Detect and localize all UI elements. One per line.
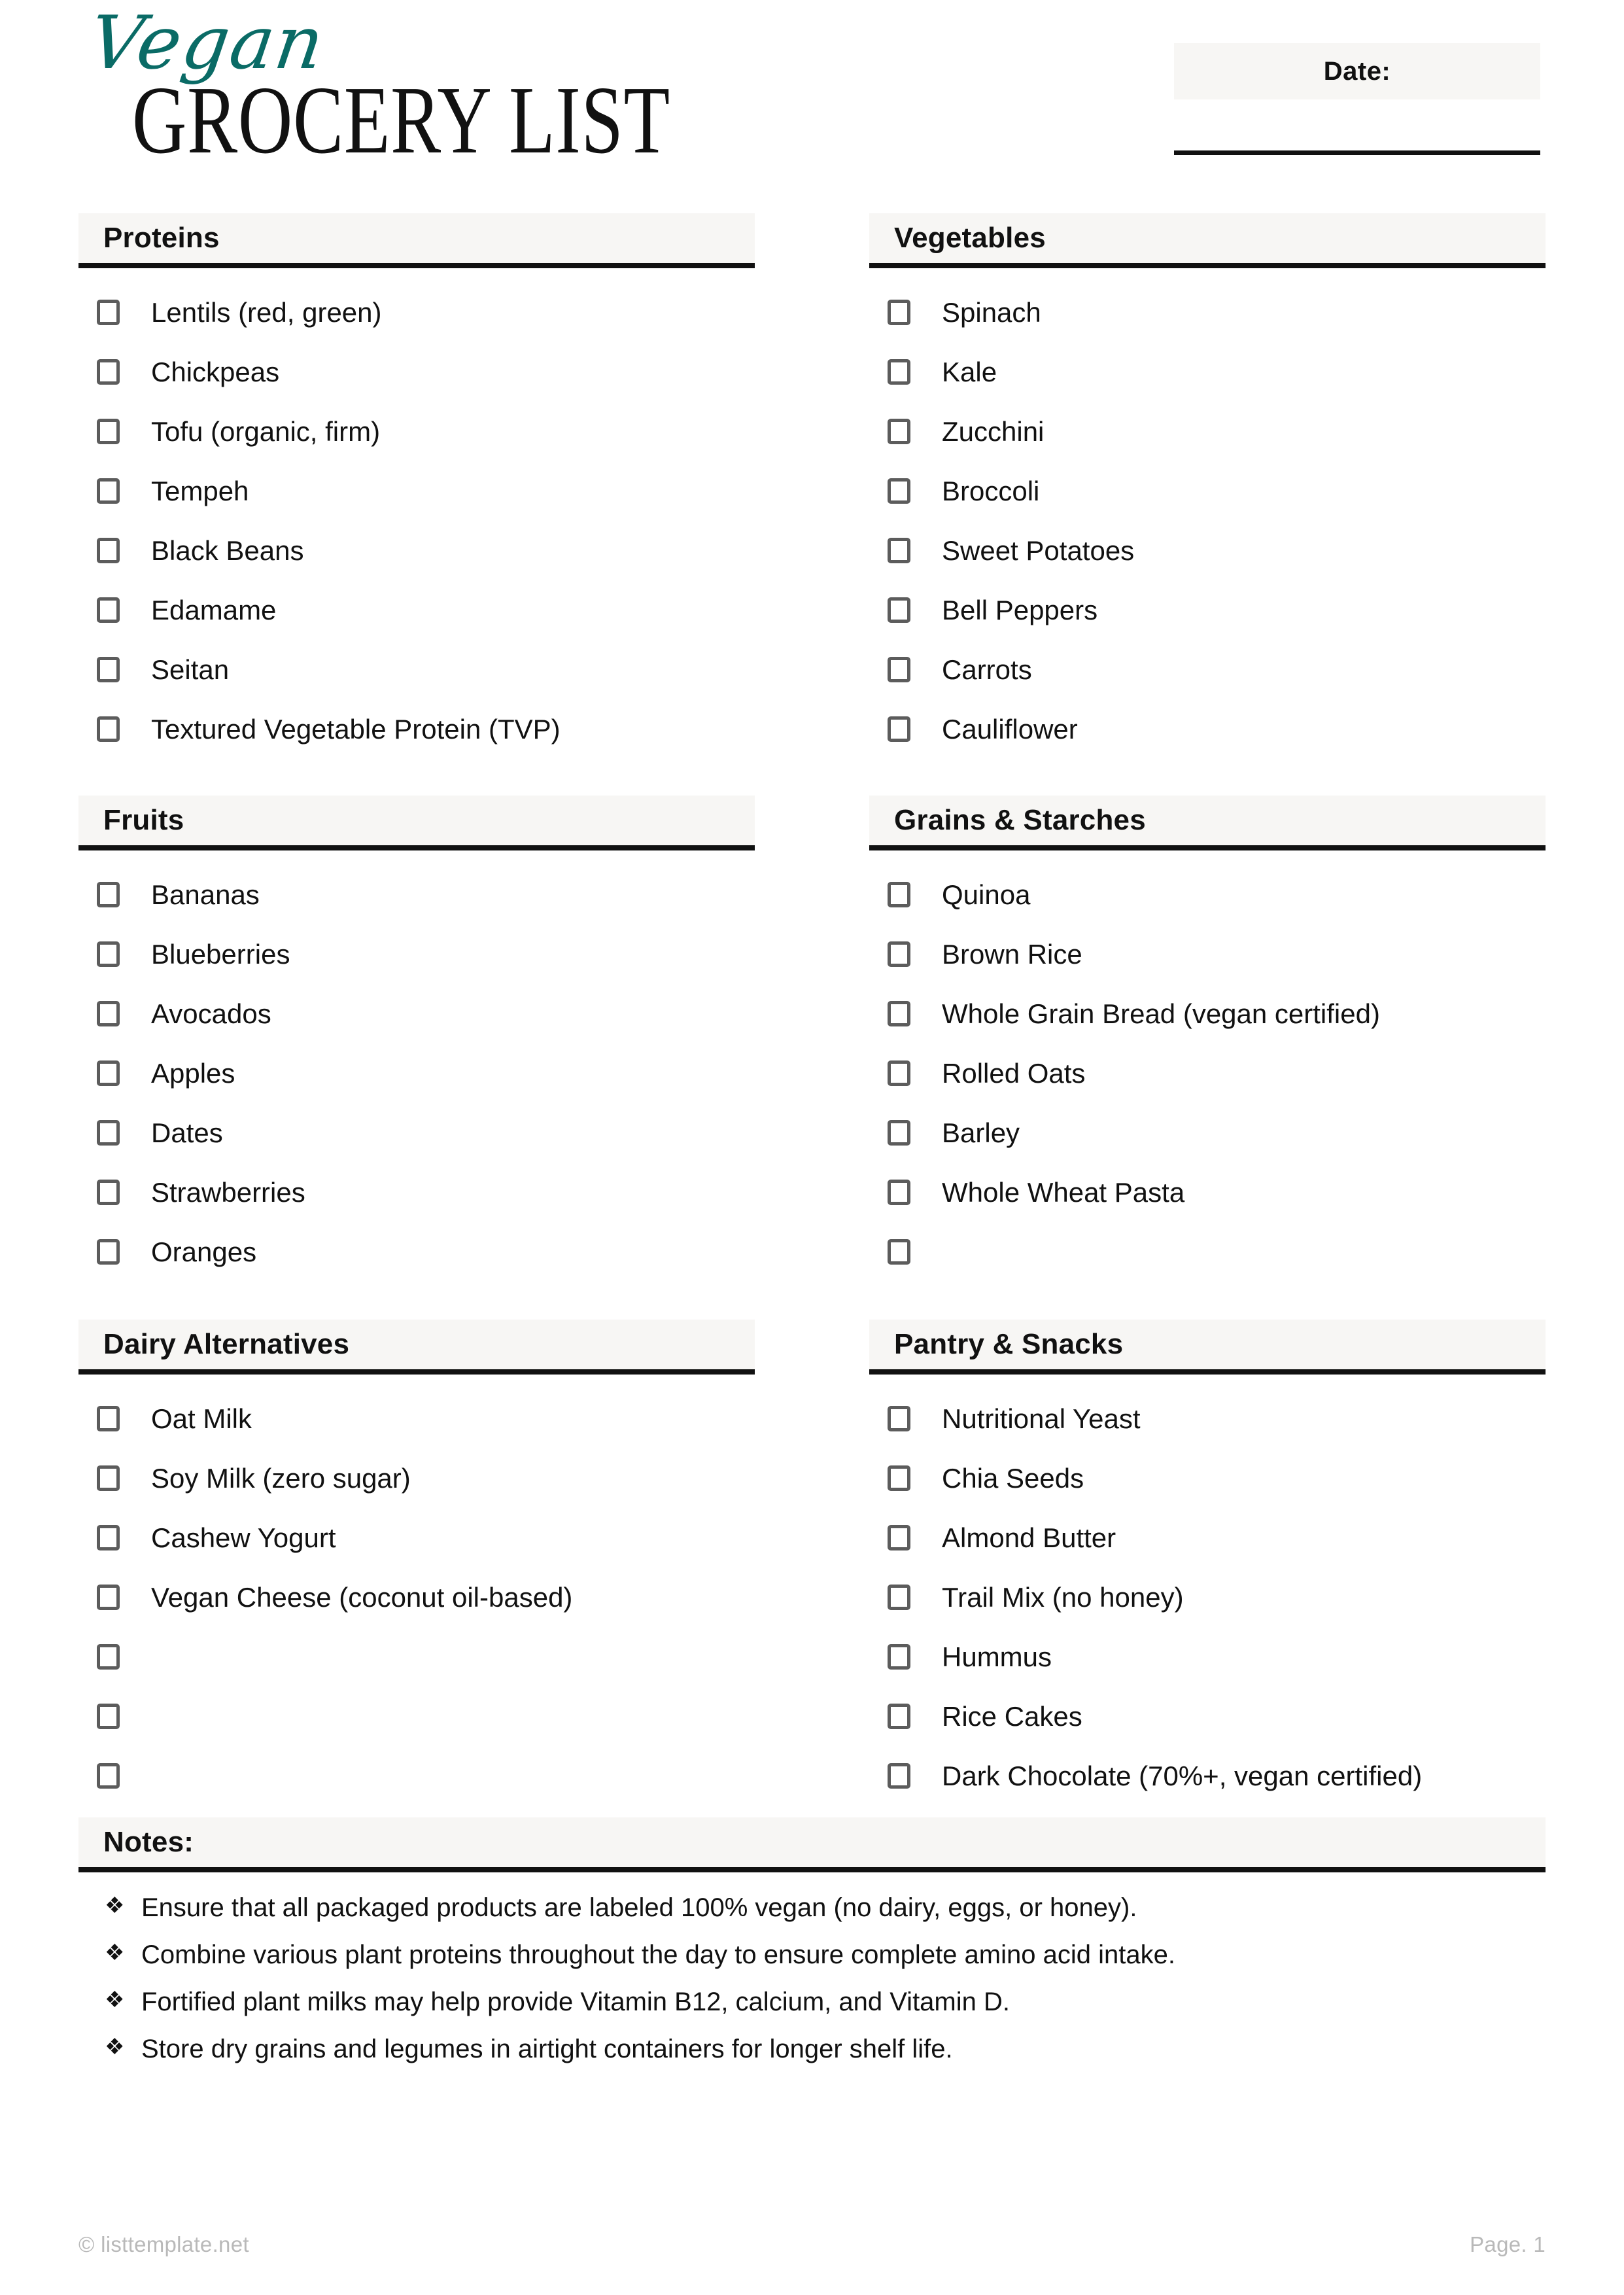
list-item[interactable] <box>78 521 755 580</box>
checkbox-icon[interactable] <box>97 1585 120 1610</box>
list-item-label: Edamame <box>151 594 277 625</box>
list-item-label: Sweet Potatoes <box>942 534 1135 566</box>
checkbox-icon[interactable] <box>97 1763 120 1789</box>
list-item-label: Cauliflower <box>942 713 1078 745</box>
list-item-label: Rice Cakes <box>942 1700 1082 1732</box>
checkbox-icon[interactable] <box>888 359 910 385</box>
list-item[interactable] <box>869 865 1546 924</box>
list-item[interactable] <box>78 1043 755 1103</box>
list-item-label: Kale <box>942 356 997 387</box>
list-item[interactable] <box>869 1043 1546 1103</box>
note-item <box>105 1892 1546 1939</box>
checkbox-icon[interactable] <box>888 1763 910 1789</box>
list-item-label: Soy Milk (zero sugar) <box>151 1462 411 1494</box>
diamond-bullet-icon: ❖ <box>105 2035 125 2059</box>
checkbox-icon[interactable] <box>888 1120 910 1146</box>
page-header <box>78 0 1546 196</box>
list-item-label: Textured Vegetable Protein (TVP) <box>151 713 561 745</box>
section-pantry-snacks <box>869 1320 1546 1806</box>
list-item[interactable] <box>869 1103 1546 1163</box>
footer-page-number: Page. 1 <box>1470 2232 1546 2256</box>
checkbox-icon[interactable] <box>97 716 120 742</box>
checkbox-icon[interactable] <box>888 941 910 967</box>
list-item-label: Hummus <box>942 1641 1052 1672</box>
list-item-label: Nutritional Yeast <box>942 1403 1141 1434</box>
list-item-label: Bananas <box>151 879 260 910</box>
list-item[interactable] <box>78 1222 755 1282</box>
list-item[interactable] <box>78 461 755 521</box>
list-item-label: Chickpeas <box>151 356 280 387</box>
list-item[interactable] <box>869 580 1546 640</box>
checkbox-icon[interactable] <box>888 1406 910 1431</box>
list-item[interactable] <box>869 402 1546 461</box>
section-fruits <box>78 796 755 1282</box>
list-item-label: Cashew Yogurt <box>151 1522 336 1553</box>
page-title: GROCERY LIST <box>132 67 670 174</box>
list-item[interactable] <box>78 1746 755 1806</box>
title-block <box>78 0 798 174</box>
checkbox-icon[interactable] <box>888 1644 910 1670</box>
list-item[interactable] <box>78 1103 755 1163</box>
list-item[interactable] <box>869 1163 1546 1222</box>
diamond-bullet-icon: ❖ <box>105 1893 125 1918</box>
list-item[interactable] <box>78 342 755 402</box>
checkbox-icon[interactable] <box>97 1120 120 1146</box>
checkbox-icon[interactable] <box>97 1406 120 1431</box>
list-item[interactable] <box>78 1163 755 1222</box>
section-title-dairy-alternatives: Dairy Alternatives <box>103 1328 350 1360</box>
checkbox-icon[interactable] <box>888 597 910 623</box>
section-header-dairy-alternatives <box>78 1320 755 1375</box>
list-item-label: Chia Seeds <box>942 1462 1084 1494</box>
list-item[interactable] <box>869 1568 1546 1627</box>
checkbox-icon[interactable] <box>888 1525 910 1550</box>
checkbox-icon[interactable] <box>97 657 120 682</box>
list-item-label: Black Beans <box>151 534 304 566</box>
list-item-label: Carrots <box>942 654 1032 685</box>
list-item[interactable] <box>78 1448 755 1508</box>
footer-copyright: © listtemplate.net <box>78 2232 249 2256</box>
list-item-label: Oranges <box>151 1236 257 1267</box>
date-block <box>1174 43 1540 155</box>
checkbox-icon[interactable] <box>97 1180 120 1205</box>
page-footer <box>78 2232 1546 2257</box>
list-item-label: Oat Milk <box>151 1403 252 1434</box>
list-item[interactable] <box>869 1627 1546 1687</box>
list-item[interactable] <box>78 1389 755 1448</box>
checkbox-icon[interactable] <box>888 1239 910 1265</box>
list-item[interactable] <box>869 984 1546 1043</box>
section-dairy-alternatives <box>78 1320 755 1806</box>
item-list-vegetables <box>869 268 1546 759</box>
list-item-label: Zucchini <box>942 415 1045 447</box>
checkbox-icon[interactable] <box>888 1585 910 1610</box>
section-proteins <box>78 213 755 759</box>
note-text: Ensure that all packaged products are labeled 100% vegan (no dairy, eggs, or honey). <box>141 1893 1137 1922</box>
note-item <box>105 1986 1546 2033</box>
item-list-fruits <box>78 850 755 1282</box>
checkbox-icon[interactable] <box>888 538 910 563</box>
checkbox-icon[interactable] <box>888 1704 910 1729</box>
list-item-label: Whole Wheat Pasta <box>942 1176 1185 1208</box>
list-item[interactable] <box>78 283 755 342</box>
section-vegetables <box>869 213 1546 759</box>
list-item-label: Tempeh <box>151 475 249 506</box>
section-title-proteins: Proteins <box>103 222 220 254</box>
list-item[interactable] <box>78 1568 755 1627</box>
category-grid <box>78 213 1546 1806</box>
list-item-label: Rolled Oats <box>942 1057 1086 1089</box>
diamond-bullet-icon: ❖ <box>105 1988 125 2012</box>
notes-title: Notes: <box>103 1826 194 1858</box>
list-item[interactable] <box>869 640 1546 699</box>
checkbox-icon[interactable] <box>97 1704 120 1729</box>
item-list-pantry-snacks <box>869 1375 1546 1806</box>
list-item[interactable] <box>78 580 755 640</box>
diamond-bullet-icon: ❖ <box>105 1940 125 1965</box>
list-item[interactable] <box>869 1222 1546 1282</box>
item-list-proteins <box>78 268 755 759</box>
checkbox-icon[interactable] <box>97 1525 120 1550</box>
list-item-label: Apples <box>151 1057 235 1089</box>
list-item-label: Spinach <box>942 296 1041 328</box>
list-item-label: Avocados <box>151 998 271 1029</box>
list-item[interactable] <box>869 521 1546 580</box>
list-item[interactable] <box>869 1389 1546 1448</box>
checkbox-icon[interactable] <box>97 300 120 325</box>
list-item[interactable] <box>78 1508 755 1568</box>
checkbox-icon[interactable] <box>97 597 120 623</box>
checkbox-icon[interactable] <box>97 419 120 444</box>
list-item-label: Trail Mix (no honey) <box>942 1581 1184 1613</box>
checkbox-icon[interactable] <box>888 882 910 907</box>
item-list-grains-starches <box>869 850 1546 1282</box>
list-item-label: Almond Butter <box>942 1522 1116 1553</box>
section-grains-starches <box>869 796 1546 1282</box>
list-item[interactable] <box>869 924 1546 984</box>
list-item[interactable] <box>78 699 755 759</box>
section-header-fruits <box>78 796 755 850</box>
checkbox-icon[interactable] <box>888 1465 910 1491</box>
list-item[interactable] <box>78 640 755 699</box>
list-item-label: Whole Grain Bread (vegan certified) <box>942 998 1380 1029</box>
checkbox-icon[interactable] <box>888 300 910 325</box>
checkbox-icon[interactable] <box>97 941 120 967</box>
list-item[interactable] <box>78 984 755 1043</box>
checkbox-icon[interactable] <box>888 419 910 444</box>
list-item[interactable] <box>78 924 755 984</box>
list-item-label: Lentils (red, green) <box>151 296 382 328</box>
section-header-grains-starches <box>869 796 1546 850</box>
page-title-script: Vegan <box>84 1 330 86</box>
checkbox-icon[interactable] <box>97 1060 120 1086</box>
note-text: Store dry grains and legumes in airtight containers for longer shelf life. <box>141 2035 953 2063</box>
list-item[interactable] <box>78 402 755 461</box>
list-item[interactable] <box>869 1508 1546 1568</box>
list-item[interactable] <box>869 1448 1546 1508</box>
section-title-pantry-snacks: Pantry & Snacks <box>894 1328 1124 1360</box>
checkbox-icon[interactable] <box>97 538 120 563</box>
list-item-label: Quinoa <box>942 879 1031 910</box>
checkbox-icon[interactable] <box>97 359 120 385</box>
checkbox-icon[interactable] <box>97 478 120 504</box>
date-write-in-line[interactable] <box>1174 150 1540 155</box>
list-item[interactable] <box>869 1746 1546 1806</box>
list-item-label: Broccoli <box>942 475 1040 506</box>
list-item-label: Brown Rice <box>942 938 1082 970</box>
list-item-label: Strawberries <box>151 1176 305 1208</box>
section-header-vegetables <box>869 213 1546 268</box>
checkbox-icon[interactable] <box>97 882 120 907</box>
notes-header <box>78 1817 1546 1872</box>
checkbox-icon[interactable] <box>888 657 910 682</box>
note-item <box>105 1939 1546 1986</box>
section-title-vegetables: Vegetables <box>894 222 1046 254</box>
notes-section <box>78 1817 1546 2080</box>
list-item-label: Dark Chocolate (70%+, vegan certified) <box>942 1760 1423 1791</box>
date-label-box <box>1174 43 1540 99</box>
list-item[interactable] <box>869 461 1546 521</box>
list-item-label: Vegan Cheese (coconut oil-based) <box>151 1581 573 1613</box>
list-item[interactable] <box>78 1687 755 1746</box>
notes-list <box>78 1872 1546 2080</box>
section-header-pantry-snacks <box>869 1320 1546 1375</box>
checkbox-icon[interactable] <box>97 1239 120 1265</box>
checkbox-icon[interactable] <box>888 716 910 742</box>
list-item-label: Barley <box>942 1117 1020 1148</box>
list-item-label: Tofu (organic, firm) <box>151 415 381 447</box>
list-item[interactable] <box>869 1687 1546 1746</box>
section-title-fruits: Fruits <box>103 804 184 836</box>
checkbox-icon[interactable] <box>888 1001 910 1026</box>
checkbox-icon[interactable] <box>97 1644 120 1670</box>
list-item[interactable] <box>78 865 755 924</box>
list-item[interactable] <box>78 1627 755 1687</box>
date-label: Date: <box>1323 56 1391 86</box>
note-text: Combine various plant proteins throughout the day to ensure complete amino acid intake. <box>141 1940 1175 1969</box>
checkbox-icon[interactable] <box>888 478 910 504</box>
list-item-label: Bell Peppers <box>942 594 1098 625</box>
checkbox-icon[interactable] <box>97 1465 120 1491</box>
section-header-proteins <box>78 213 755 268</box>
checkbox-icon[interactable] <box>888 1060 910 1086</box>
list-item-label: Dates <box>151 1117 223 1148</box>
section-title-grains-starches: Grains & Starches <box>894 804 1146 836</box>
checkbox-icon[interactable] <box>97 1001 120 1026</box>
note-text: Fortified plant milks may help provide Vitamin B12, calcium, and Vitamin D. <box>141 1988 1010 2016</box>
note-item <box>105 2033 1546 2080</box>
list-item-label: Seitan <box>151 654 230 685</box>
checkbox-icon[interactable] <box>888 1180 910 1205</box>
list-item[interactable] <box>869 699 1546 759</box>
list-item[interactable] <box>869 283 1546 342</box>
item-list-dairy-alternatives <box>78 1375 755 1806</box>
list-item[interactable] <box>869 342 1546 402</box>
list-item-label: Blueberries <box>151 938 290 970</box>
